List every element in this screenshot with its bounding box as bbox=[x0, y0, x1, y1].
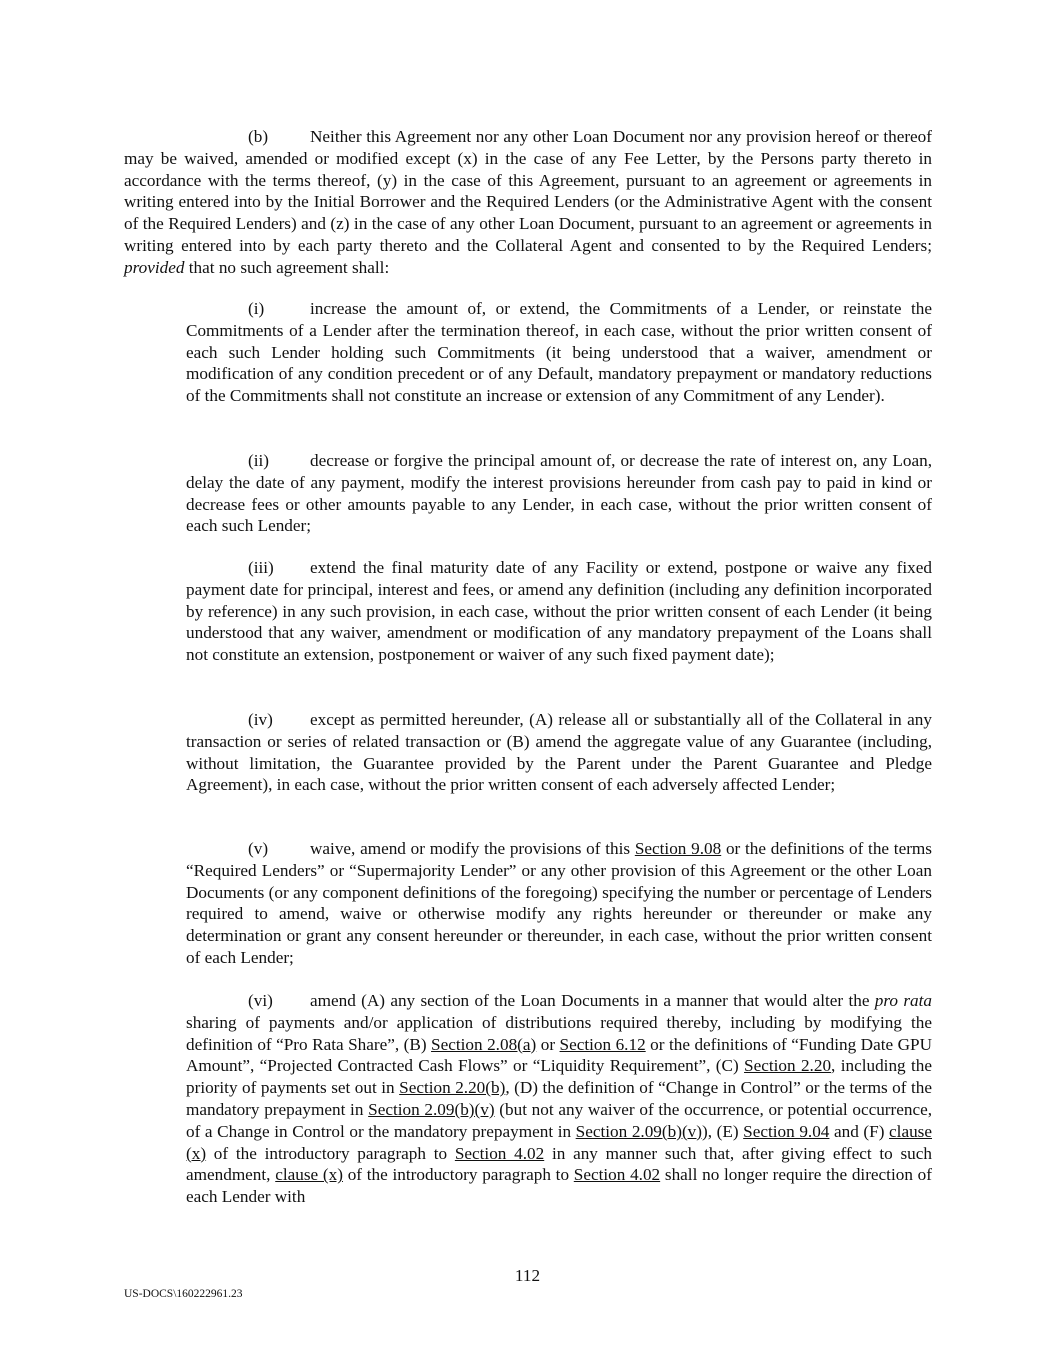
clause-vi-text: , (D) the definition of “Change in Control” or the terms of the mandatory prepayment in bbox=[186, 1078, 932, 1119]
clause-x-link[interactable]: clause (x) bbox=[275, 1165, 343, 1185]
clause-i-label: (i) bbox=[248, 299, 265, 318]
clause-vi-text: of the introductory paragraph to bbox=[342, 1165, 574, 1185]
section-2-09bv-link[interactable]: Section 2.09(b)(v) bbox=[368, 1099, 495, 1119]
clause-vi-text: shall no longer require the direction of each Lender with bbox=[186, 1165, 932, 1207]
clause-vi-text: amend (A) any section of the Loan Documents in a manner that would alter the bbox=[310, 991, 875, 1010]
clause-v-label: (v) bbox=[248, 839, 269, 858]
clause-iii-text: extend the final maturity date of any Facility or extend, postpone or waive any fixed payment date for principal, interest and fees, or amend any definition (including any definition incorporated by reference) in any such provision, in each case, without the prior written consent of each Lender (it being understood that any waiver, amendment or modification of any mandatory prepayment of the Loans shall not constitute an extension, postponement or waiver of any such fixed payment date); bbox=[186, 558, 932, 665]
provided-term: provided bbox=[124, 257, 185, 277]
section-2-08a-link[interactable]: Section 2.08(a) bbox=[431, 1034, 537, 1054]
section-2-20b-link[interactable]: Section 2.20(b) bbox=[399, 1078, 506, 1098]
clause-i bbox=[186, 298, 932, 407]
clause-iv-label: (iv) bbox=[248, 710, 273, 729]
section-2-20-link[interactable]: Section 2.20 bbox=[744, 1056, 832, 1076]
clause-iii bbox=[186, 557, 932, 666]
paragraph-b-text: Neither this Agreement nor any other Loan Document nor any provision hereof or thereof may be waived, amended or modified except (x) in the case of any Fee Letter, by the Persons party thereto in accordance with the terms thereof, (y) in the case of this Agreement, pursuant to an agreement or agreements in writing entered into by the Initial Borrower and the Required Lenders (or the Administrative Agent with the consent of the Required Lenders) and (z) in the case of any other Loan Document, pursuant to an agreement or agreements in writing entered into by each party thereto and the Collateral Agent and consented to by the Required Lenders; bbox=[124, 127, 932, 255]
clause-iv-text: except as permitted hereunder, (A) release all or substantially all of the Collateral in any transaction or series of related transaction or (B) amend the aggregate value of any Guarantee (including, without limitation, the Guarantee provided by the Parent under the Parent Guarantee and Pledge Agreement), in each case, without the prior written consent of each adversely affected Lender; bbox=[186, 710, 932, 795]
clause-vi-text: in any manner such that, after giving effect to such amendment, bbox=[186, 1143, 932, 1185]
clause-v bbox=[186, 838, 932, 969]
section-4-02-link[interactable]: Section 4.02 bbox=[454, 1143, 545, 1163]
clause-x-link[interactable]: clause (x) bbox=[186, 1121, 932, 1163]
clause-vi-text: (but not any waiver of the occurrence, or potential occurrence, of a Change in Control or the mandatory prepayment in bbox=[186, 1099, 933, 1141]
clause-ii-label: (ii) bbox=[248, 451, 269, 470]
clause-ii bbox=[186, 450, 932, 537]
clause-iv bbox=[186, 709, 932, 796]
clause-vi-text: or the definitions of “Funding Date GPU Amount”, “Projected Contracted Cash Flows” or “Liquidity Requirement”, (C) bbox=[186, 1034, 932, 1076]
clause-vi-text: and (F) bbox=[829, 1121, 890, 1141]
paragraph-b bbox=[124, 126, 932, 279]
clause-vi-text: , including the priority of payments set out in bbox=[186, 1056, 932, 1098]
clause-v-text-2: or the definitions of the terms “Required Lenders” or “Supermajority Lender” or any other provision of this Agreement or the other Loan Documents (or any component definitions of the foregoing) specifying the number or percentage of Lenders required to amend, waive or otherwise modify any rights hereunder or thereunder or make any determination or grant any consent hereunder or thereunder, in each case, without the prior written consent of each Lender; bbox=[186, 839, 932, 967]
clause-vi-text: sharing of payments and/or application of distributions required thereby, including by modifying the definition of “Pro Rata Share”, (B) bbox=[186, 1012, 932, 1054]
clause-v-text: waive, amend or modify the provisions of this bbox=[310, 839, 635, 858]
pro-rata-term: pro rata bbox=[874, 991, 932, 1010]
clause-vi-text: of the introductory paragraph to bbox=[206, 1143, 455, 1163]
section-9-04-link[interactable]: Section 9.04 bbox=[743, 1121, 830, 1141]
document-id: US-DOCS\160222961.23 bbox=[124, 1288, 243, 1300]
page-number: 112 bbox=[514, 1266, 541, 1285]
section-2-09bv-link[interactable]: Section 2.09(b)(v) bbox=[575, 1121, 702, 1141]
clause-vi-text: or bbox=[536, 1034, 560, 1054]
clause-i-text: increase the amount of, or extend, the Commitments of a Lender, or reinstate the Commitments of a Lender after the termination thereof, in each case, without the prior written consent of each such Lender holding such Commitments (it being understood that a waiver, amendment or modification of any condition precedent or of any Default, mandatory prepayment or mandatory reductions of the Commitments shall not constitute an increase or extension of any Commitment of any Lender). bbox=[186, 299, 932, 406]
clause-vi-label: (vi) bbox=[248, 991, 273, 1010]
paragraph-b-text-end: that no such agreement shall: bbox=[184, 257, 390, 277]
clause-ii-text: decrease or forgive the principal amount of, or decrease the rate of interest on, any Loan, delay the date of any payment, modify the interest provisions hereunder from cash pay to paid in kind or decrease fees or other amounts payable to any Lender, in each case, without the prior written consent of each such Lender; bbox=[186, 451, 932, 536]
clause-vi-text: ), (E) bbox=[702, 1121, 744, 1141]
section-4-02-link[interactable]: Section 4.02 bbox=[573, 1165, 661, 1185]
section-6-12-link[interactable]: Section 6.12 bbox=[559, 1034, 646, 1054]
section-9-08-link[interactable]: Section 9.08 bbox=[634, 839, 722, 858]
paragraph-b-label: (b) bbox=[248, 127, 269, 146]
clause-iii-label: (iii) bbox=[248, 558, 274, 577]
clause-vi bbox=[186, 990, 932, 1208]
